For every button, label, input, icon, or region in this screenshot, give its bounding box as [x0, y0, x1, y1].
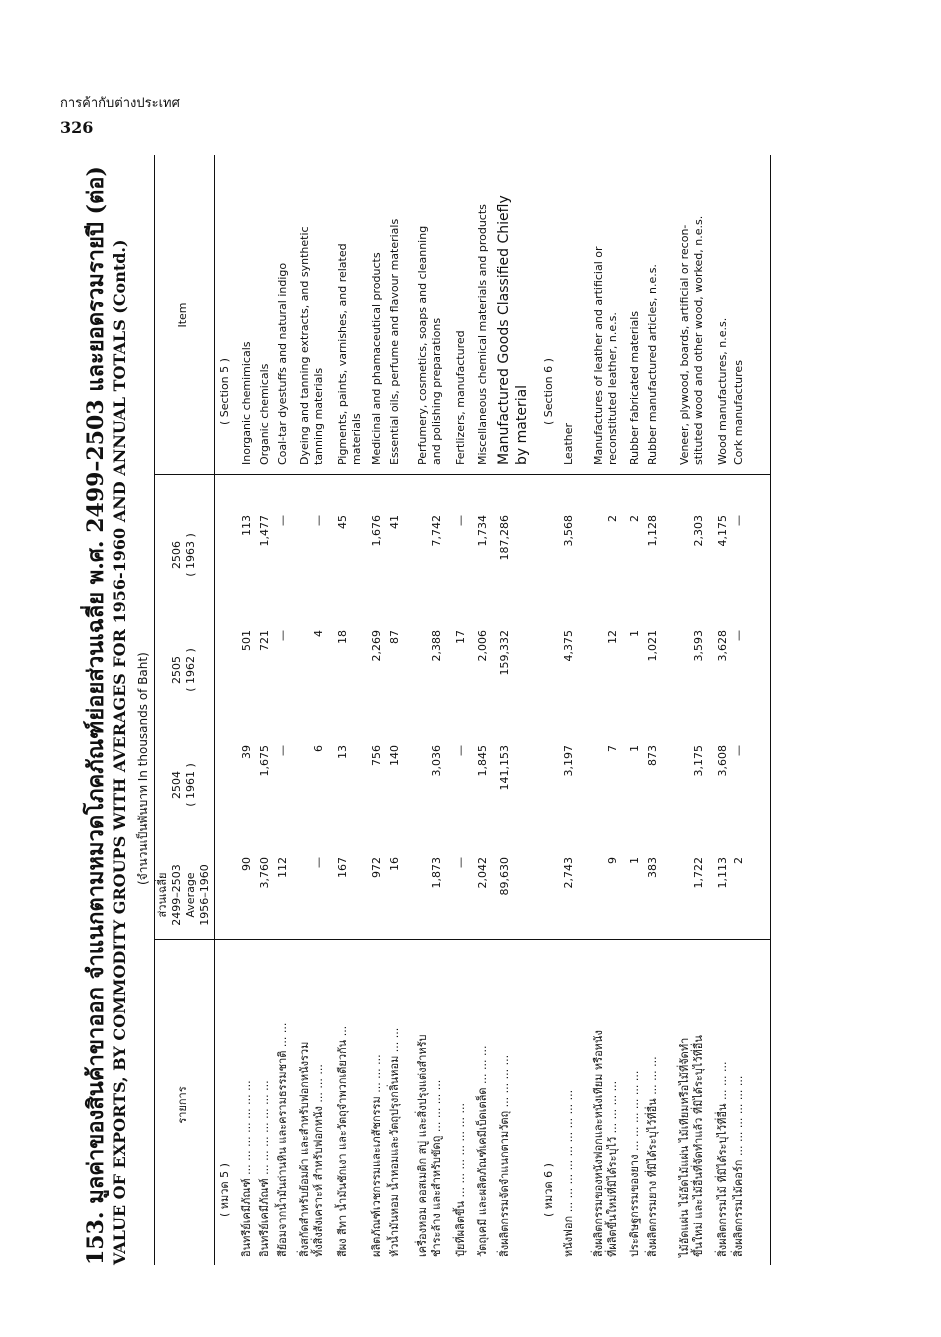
table-cell-th: สีย้อมจากน้ำมันถ่านหิน และครามธรรมชาติ ... ...	[276, 1022, 289, 1257]
table-cell-en: Wood manufactures, n.e.s.	[716, 317, 729, 465]
table-cell-v61: —	[732, 745, 745, 756]
table-cell-th: สิ่งสกัดสำหรับย้อมผ้า และสำหรับฟอกหนังรวม	[298, 1041, 311, 1257]
table-cell-v63: 1,128	[646, 515, 659, 547]
table-cell-v61: 140	[388, 745, 401, 766]
table-cell-th: ( หมวด 5 )	[218, 1163, 231, 1217]
table-cell-th: เครื่องหอม คอสเมติก สบู่ และสิ่งปรุงแต่งสำหรับ	[416, 1034, 429, 1257]
table-cell-en: Organic chemicals	[258, 363, 271, 465]
col-divider	[154, 474, 770, 475]
table-cell-v63: 3,568	[562, 515, 575, 547]
table-cell-v61: —	[454, 745, 467, 756]
table-cell-avg: 1,873	[430, 857, 443, 889]
table-cell-avg: 2,743	[562, 857, 575, 889]
table-cell-v63: 4,175	[716, 515, 729, 547]
table-cell-en: Medicinal and phamaceutical products	[370, 252, 383, 465]
table-cell-en: Cork manufactures	[732, 360, 745, 465]
table-cell-v62: 18	[336, 630, 349, 644]
table-cell-v62: —	[276, 630, 289, 641]
table-cell-v61: —	[276, 745, 289, 756]
table-cell-avg: 383	[646, 857, 659, 878]
col-divider	[154, 939, 770, 940]
table-cell-en: Perfumery, cosmetics, soaps and cleanning	[416, 225, 429, 465]
table-cell-v63: —	[732, 515, 745, 526]
table-cell-th: ปุ๋ยที่ผลิตขึ้น ... ... ... ... ... ... ...	[454, 1103, 467, 1257]
top-rule	[154, 155, 155, 1265]
bottom-rule	[770, 155, 771, 1265]
table-cell-v62: 12	[606, 630, 619, 644]
table-cell-th: สิ่งผลิตกรรมยาง ที่มิได้ระบุไว้ที่อื่น ... ... ...	[646, 1056, 659, 1257]
rotated-table	[70, 155, 860, 1265]
table-cell-avg: 2,042	[476, 857, 489, 889]
table-cell-en: Inorganic chemimicals	[240, 341, 253, 465]
table-cell-v61: 1	[628, 745, 641, 752]
table-cell-en: Fertlizers, manufactured	[454, 330, 467, 465]
table-cell-en: tanning materials	[312, 367, 325, 465]
table-cell-v62: —	[732, 630, 745, 641]
table-cell-th: สิ่งผลิตกรรมไม้ ที่มิได้ระบุไว้ที่อื่น ... ... ...	[716, 1061, 729, 1257]
table-cell-v61: 141,153	[498, 745, 511, 791]
table-cell-th: สิ่งผลิตกรรมไม้คอร์ก ... ... ... ... ... ...	[732, 1075, 745, 1257]
table-cell-avg: 89,630	[498, 857, 511, 896]
table-cell-v61: 39	[240, 745, 253, 759]
table-cell-en: materials	[350, 413, 363, 465]
table-cell-th: ประดิษฐกรรมของยาง ... ... ... ... ... ...	[628, 1070, 641, 1257]
table-cell-en: Miscellaneous chemical materials and products	[476, 204, 489, 465]
table-cell-en: Rubber manufactured articles, n.e.s.	[646, 264, 659, 465]
table-cell-v61: 3,197	[562, 745, 575, 777]
table-cell-en: Veneer, plywood, boards, artificial or recon-	[678, 224, 691, 465]
table-cell-v61: 7	[606, 745, 619, 752]
table-cell-v62: 2,006	[476, 630, 489, 662]
table-cell-en: ( Section 5 )	[218, 358, 231, 425]
table-cell-v63: 7,742	[430, 515, 443, 547]
table-cell-avg: 1,113	[716, 857, 729, 889]
unit-note: (จำนวนเป็นพันบาท In thousands of Baht)	[136, 652, 150, 885]
table-cell-v63: 1,676	[370, 515, 383, 547]
table-cell-v63: 41	[388, 515, 401, 529]
table-cell-v62: 87	[388, 630, 401, 644]
table-cell-en: Pigments, paints, varnishes, and related	[336, 243, 349, 465]
table-cell-th: สิ่งผลิตกรรมจัดจำแนกตามวัตถุ ... ... ... ...	[498, 1054, 511, 1257]
table-cell-th: ขึ้นใหม่ และไม้อื่นที่จัดทำแล้ว ที่มิได้ระบุไว้ที่อื่น	[692, 1035, 705, 1257]
table-cell-v62: 4	[312, 630, 325, 637]
col-header-thai: รายการ	[176, 1086, 189, 1124]
table-cell-avg: 1,722	[692, 857, 705, 889]
table-cell-th: หนังฟอก ... ... ... ... ... ... ... ... ...	[562, 1089, 575, 1257]
table-cell-v63: —	[312, 515, 325, 526]
table-cell-en: reconstituted leather, n.e.s.	[606, 312, 619, 465]
table-cell-en: Manufactured Goods Classified Chiefly	[496, 195, 512, 465]
table-title-thai: 153. มูลค่าของสินค้าขาออก จำแนกตามหมวดโภคภัณฑ์ย่อยส่วนเฉลี่ย พ.ศ. 2499–2503 และยอดรวมรายปี (ต่อ)	[83, 166, 109, 1265]
table-cell-th: สิ่งผลิตกรรมของหนังฟอกและหนังเทียม หรือหนัง	[592, 1030, 605, 1257]
table-cell-en: Leather	[562, 422, 575, 465]
table-cell-v63: 1,477	[258, 515, 271, 547]
table-cell-avg: 9	[606, 857, 619, 864]
table-cell-th: สีผง สีทา น้ำมันชักเงา และวัตถุจำพวกเดียวกัน ...	[336, 1025, 349, 1257]
table-cell-v62: 159,332	[498, 630, 511, 676]
table-cell-en: Coal-tar dyestuffs and natural indigo	[276, 262, 289, 465]
table-cell-th: ไม้อัดแผ่น ไม้อัดไม้แผ่น ไม้เทียมหรือไม้ที่จัดทำ	[678, 1037, 691, 1257]
table-cell-v62: 3,628	[716, 630, 729, 662]
col-header-item: Item	[176, 302, 189, 328]
table-cell-v62: 3,593	[692, 630, 705, 662]
table-cell-v63: —	[276, 515, 289, 526]
table-cell-v62: 1	[628, 630, 641, 637]
table-cell-th: หัวน้ำมันหอม น้ำหอมและวัตถุปรุงกลิ่นหอม ... ...	[388, 1027, 401, 1257]
table-cell-th: ที่ผลิตขึ้นใหม่ที่มิได้ระบุไว้ ... ... ... ...	[606, 1080, 619, 1257]
table-cell-v61: 3,036	[430, 745, 443, 777]
table-cell-v61: 3,608	[716, 745, 729, 777]
table-title-english: VALUE OF EXPORTS, BY COMMODITY GROUPS WITH AVERAGES FOR 1956-1960 AND ANNUAL TOTALS (Contd.)	[110, 239, 129, 1265]
table-cell-v63: 113	[240, 515, 253, 536]
table-cell-avg: —	[454, 857, 467, 868]
table-cell-v61: 756	[370, 745, 383, 766]
table-cell-avg: 167	[336, 857, 349, 878]
table-cell-en: Essential oils, perfume and flavour materials	[388, 218, 401, 465]
table-cell-v61: 873	[646, 745, 659, 766]
table-cell-v62: 17	[454, 630, 467, 644]
table-cell-v63: 2	[606, 515, 619, 522]
table-cell-v62: 2,269	[370, 630, 383, 662]
table-cell-v61: 1,845	[476, 745, 489, 777]
table-cell-en: Manufactures of leather and artificial or	[592, 246, 605, 465]
table-cell-v63: 1,734	[476, 515, 489, 547]
table-cell-avg: 2	[732, 857, 745, 864]
table-cell-v63: 187,286	[498, 515, 511, 561]
table-cell-v61: 3,175	[692, 745, 705, 777]
running-head: การค้ากับต่างประเทศ	[60, 96, 180, 111]
table-cell-avg: 3,760	[258, 857, 271, 889]
table-cell-avg: 1	[628, 857, 641, 864]
table-cell-th: ( หมวด 6 )	[542, 1163, 555, 1217]
table-cell-v63: 2	[628, 515, 641, 522]
table-cell-en: ( Section 6 )	[542, 358, 555, 425]
table-cell-v62: 1,021	[646, 630, 659, 662]
page-number: 326	[60, 118, 94, 137]
col-header-2505: 2505 ( 1962 )	[170, 648, 197, 692]
table-cell-v62: 4,375	[562, 630, 575, 662]
table-cell-v61: 6	[312, 745, 325, 752]
table-cell-en: by material	[514, 384, 530, 465]
table-cell-v63: —	[454, 515, 467, 526]
table-cell-th: ชำระล้าง และสำหรับขัดถู ... ... ... ...	[430, 1079, 443, 1257]
table-cell-v62: 2,388	[430, 630, 443, 662]
table-cell-avg: 16	[388, 857, 401, 871]
table-cell-avg: 112	[276, 857, 289, 878]
table-cell-th: วัตถุเคมี และผลิตภัณฑ์เคมีเบ็ดเตล็ด ... ... ...	[476, 1045, 489, 1257]
col-header-2506: 2506 ( 1963 )	[170, 533, 197, 577]
table-cell-v62: 501	[240, 630, 253, 651]
table-cell-v63: 2,303	[692, 515, 705, 547]
col-header-2504: 2504 ( 1961 )	[170, 763, 197, 807]
table-cell-th: อินทรีย์เคมีภัณฑ์ ... ... ... ... ... ... ...	[240, 1080, 253, 1257]
table-cell-v63: 45	[336, 515, 349, 529]
table-cell-th: อินทรีย์เคมีภัณฑ์ ... ... ... ... ... ... ...	[258, 1080, 271, 1257]
table-cell-avg: 90	[240, 857, 253, 871]
table-cell-th: ผลิตภัณฑ์เวชกรรมและเภสัชกรรม ... ... ...	[370, 1054, 383, 1257]
table-cell-en: and polishing preparations	[430, 317, 443, 465]
table-cell-en: Rubber fabricated materials	[628, 310, 641, 465]
table-cell-v62: 721	[258, 630, 271, 651]
header-rule	[214, 155, 215, 1265]
col-header-average: ส่วนเฉลี่ย 2499–2503 Average 1956–1960	[156, 864, 211, 926]
table-cell-th: ทั้งสิ่งสังเคราะห์ สำหรับฟอกหนัง ... ... ...	[312, 1064, 325, 1257]
table-cell-en: Dyeing and tanning extracts, and synthetic	[298, 226, 311, 465]
table-cell-v61: 1,675	[258, 745, 271, 777]
table-cell-avg: —	[312, 857, 325, 868]
table-cell-v61: 13	[336, 745, 349, 759]
table-cell-en: stituted wood and other wood, worked, n.e.s.	[692, 215, 705, 465]
table-cell-avg: 972	[370, 857, 383, 878]
